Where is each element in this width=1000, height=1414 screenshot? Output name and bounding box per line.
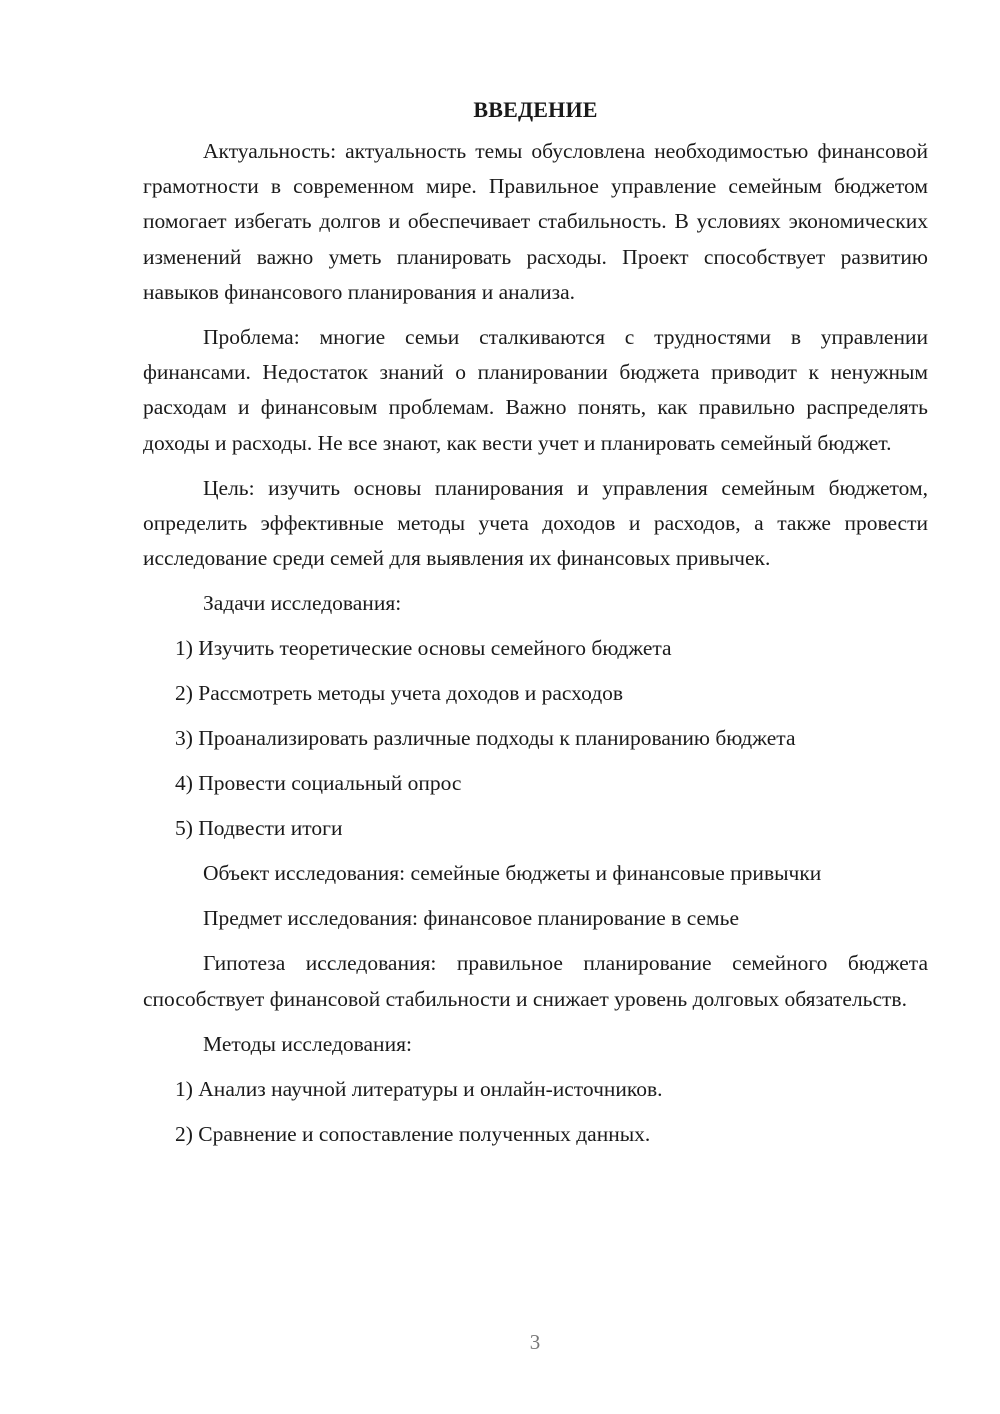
page-number: 3: [529, 1330, 541, 1354]
subject-line: Предмет исследования: финансовое планирование в семье: [203, 906, 739, 931]
list-item: 1) Анализ научной литературы и онлайн-источников.: [175, 1076, 663, 1101]
tasks-heading: Задачи исследования:: [203, 591, 402, 616]
list-item: 3) Проанализировать различные подходы к планированию бюджета: [175, 726, 796, 751]
object-line: Объект исследования: семейные бюджеты и финансовые привычки: [203, 861, 822, 886]
tasks-list: [143, 631, 928, 846]
list-item: 2) Сравнение и сопоставление полученных данных.: [175, 1121, 651, 1146]
document-page: [143, 90, 928, 1162]
section-title: ВВЕДЕНИЕ: [473, 97, 598, 122]
list-item: 1) Изучить теоретические основы семейного бюджета: [175, 636, 672, 661]
list-item: 2) Рассмотреть методы учета доходов и расходов: [175, 681, 624, 706]
list-item: 4) Провести социальный опрос: [175, 771, 462, 796]
methods-list: [143, 1072, 928, 1152]
hypothesis-paragraph: Гипотеза исследования: правильное планирование семейного бюджета способствует финансовой стабильности и снижает уровень долговых обязательств.: [143, 951, 928, 1011]
relevance-paragraph: Актуальность: актуальность темы обусловлена необходимостью финансовой грамотности в современном мире. Правильное управление семейным бюджетом помогает избегать долгов и обеспечивает стабильность. В условиях экономических изменений важно уметь планировать расходы. Проект способствует развитию навыков финансового планирования и анализа.: [143, 139, 928, 304]
goal-paragraph: Цель: изучить основы планирования и управления семейным бюджетом, определить эффективные методы учета доходов и расходов, а также провести исследование среди семей для выявления их финансовых привычек.: [143, 475, 928, 571]
problem-paragraph: Проблема: многие семьи сталкиваются с трудностями в управлении финансами. Недостаток знаний о планировании бюджета приводит к ненужным расходам и финансовым проблемам. Важно понять, как правильно распределять доходы и расходы. Не все знают, как вести учет и планировать семейный бюджет.: [143, 325, 928, 455]
methods-heading: Методы исследования:: [203, 1031, 412, 1056]
list-item: 5) Подвести итоги: [175, 816, 343, 841]
